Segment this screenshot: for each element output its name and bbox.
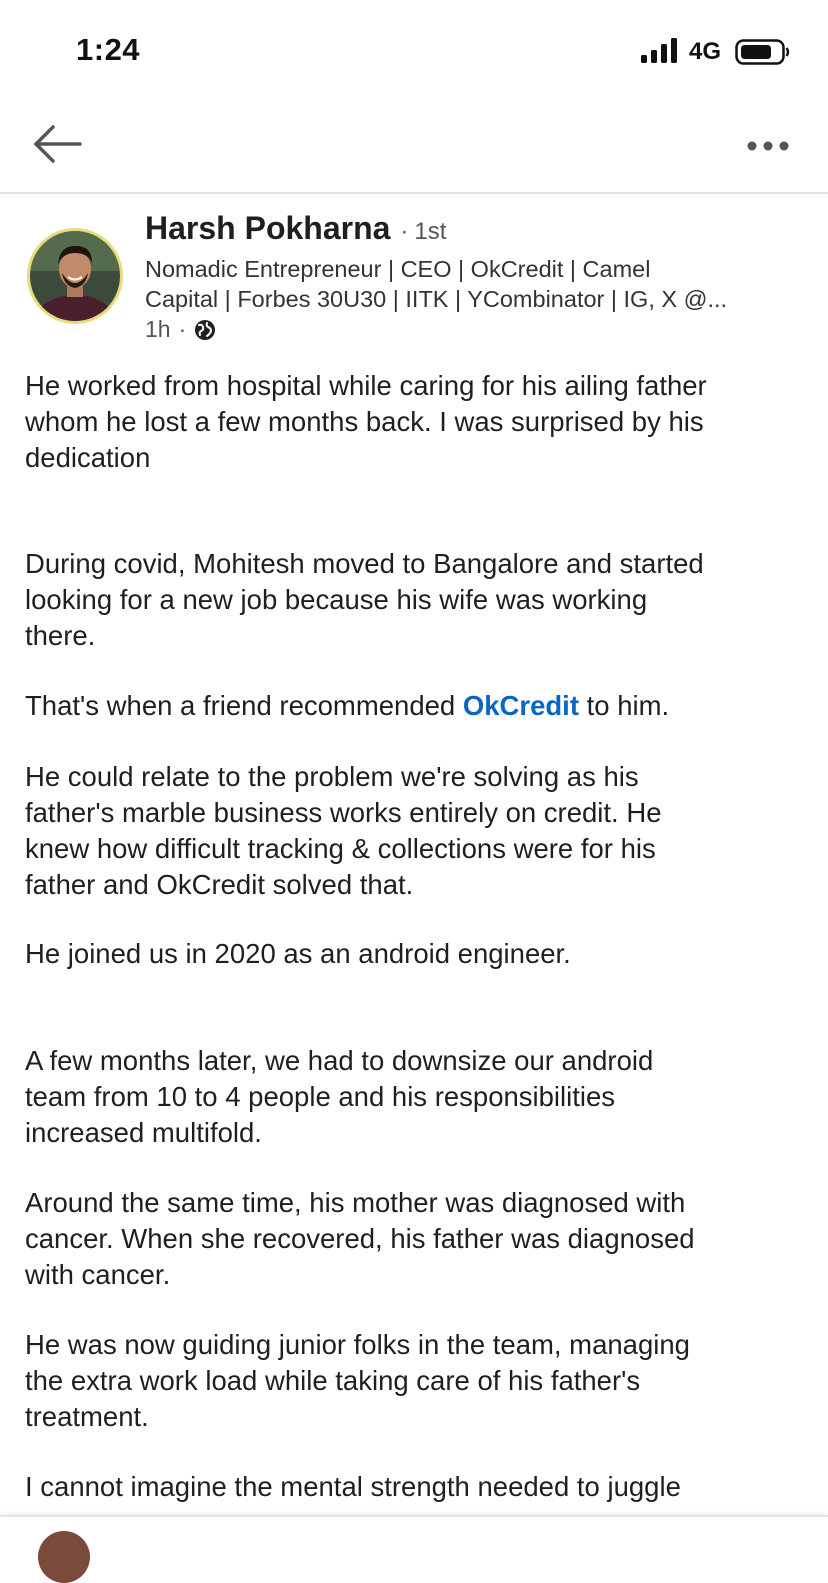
status-bar	[0, 0, 828, 100]
text-segment: to him.	[578, 690, 670, 721]
text-line: treatment.	[25, 1401, 149, 1432]
text-line: with cancer.	[25, 1259, 171, 1290]
headline-line: Nomadic Entrepreneur | CEO | OkCredit | Camel	[145, 256, 651, 282]
text-line: knew how difficult tracking & collections were for his	[25, 833, 656, 864]
text-line: increased multifold.	[25, 1117, 262, 1148]
text-line	[25, 688, 805, 724]
battery-icon	[735, 38, 791, 66]
text-line: cancer. When she recovered, his father was diagnosed	[25, 1223, 695, 1254]
text-line: He joined us in 2020 as an android engineer.	[25, 938, 571, 969]
text-line: father and OkCredit solved that.	[25, 869, 414, 900]
connection-degree: 1st	[414, 218, 447, 245]
meta-separator: ·	[178, 316, 187, 342]
post-time: 1h	[145, 316, 171, 342]
post-paragraph	[25, 1043, 805, 1151]
post-paragraph	[25, 546, 805, 654]
text-line: He worked from hospital while caring for his ailing father	[25, 370, 707, 401]
text-line: During covid, Mohitesh moved to Bangalore and started	[25, 548, 704, 579]
signal-bars-icon	[640, 38, 680, 64]
post-paragraph	[25, 1469, 805, 1505]
text-line: I cannot imagine the mental strength needed to juggle	[25, 1471, 681, 1502]
comment-bar	[0, 1515, 828, 1548]
post-paragraph	[25, 688, 805, 724]
text-line: looking for a new job because his wife was working	[25, 584, 648, 615]
post-paragraph	[25, 759, 805, 903]
arrow-left-icon	[26, 118, 86, 170]
author-name-row	[145, 210, 446, 247]
text-segment: That's when a friend recommended	[25, 690, 463, 721]
degree-separator: ·	[400, 218, 409, 245]
author-avatar[interactable]	[27, 228, 123, 324]
text-line: He was now guiding junior folks in the team, managing	[25, 1329, 690, 1360]
back-button[interactable]	[26, 118, 86, 170]
text-line: there.	[25, 620, 96, 651]
headline-line: Capital | Forbes 30U30 | IITK | YCombinator | IG, X @...	[145, 286, 728, 312]
text-line: team from 10 to 4 people and his responsibilities	[25, 1081, 616, 1112]
post-paragraph	[25, 1327, 805, 1435]
globe-icon	[194, 319, 216, 341]
author-headline	[145, 254, 805, 314]
text-line: whom he lost a few months back. I was surprised by his	[25, 406, 704, 437]
post-paragraph	[25, 1185, 805, 1293]
author-name[interactable]: Harsh Pokharna	[145, 210, 391, 246]
text-line: father's marble business works entirely on credit. He	[25, 797, 662, 828]
more-options-button[interactable]	[740, 126, 796, 166]
text-line: Around the same time, his mother was diagnosed with	[25, 1187, 686, 1218]
person-photo-icon	[30, 231, 120, 321]
status-time: 1:24	[76, 32, 141, 67]
text-line: A few months later, we had to downsize our android	[25, 1045, 654, 1076]
more-horizontal-icon	[740, 126, 796, 166]
post-author-header	[0, 196, 828, 356]
text-line: He could relate to the problem we're solving as his	[25, 761, 639, 792]
post-paragraph	[25, 368, 805, 476]
text-line: dedication	[25, 442, 151, 473]
post-paragraph	[25, 936, 805, 972]
network-type: 4G	[689, 38, 722, 65]
user-avatar[interactable]	[38, 1531, 90, 1583]
text-line: the extra work load while taking care of his father's	[25, 1365, 641, 1396]
company-mention-link[interactable]: OkCredit	[462, 690, 579, 721]
nav-bar	[0, 100, 828, 194]
post-meta	[145, 316, 216, 343]
